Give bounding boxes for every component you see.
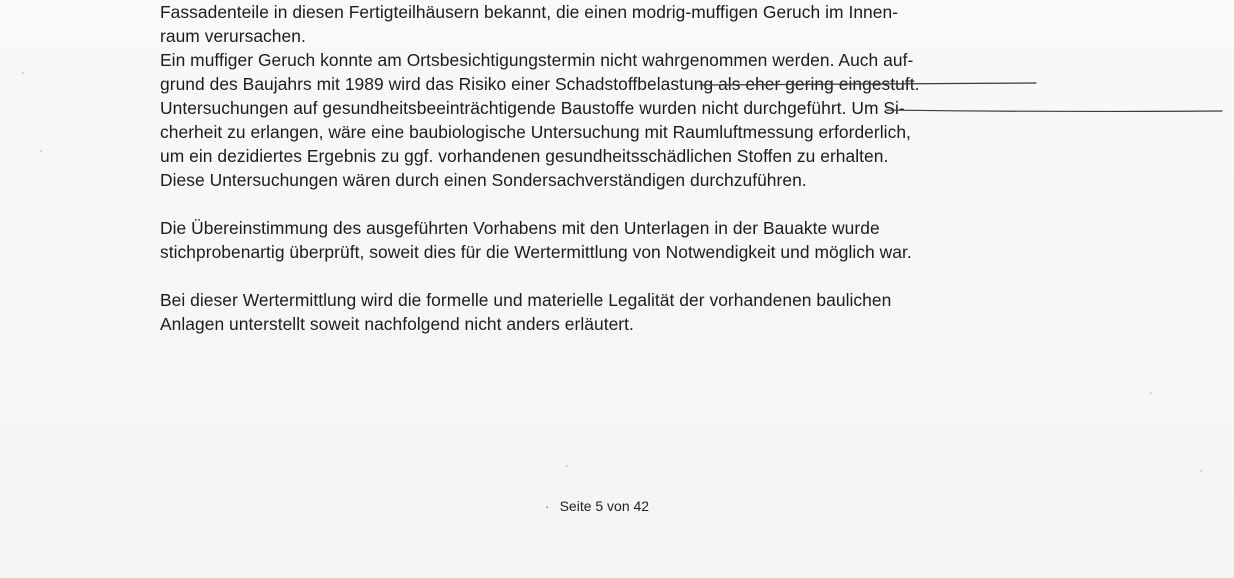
footer-dot-icon: · bbox=[544, 498, 550, 514]
scan-speck bbox=[566, 465, 568, 467]
text-line: Anlagen unterstellt soweit nachfolgend nicht anders erläutert. bbox=[160, 314, 634, 334]
scan-speck bbox=[1150, 392, 1152, 394]
body-text bbox=[160, 0, 1160, 336]
text-line: Die Übereinstimmung des ausgeführten Vorhabens mit den Unterlagen in der Bauakte wurde bbox=[160, 218, 880, 238]
paragraph-gap bbox=[160, 264, 1160, 288]
text-line: Diese Untersuchungen wären durch einen Sondersachverständigen durchzuführen. bbox=[160, 170, 807, 190]
text-line: grund des Baujahrs mit 1989 wird das Risiko einer Schadstoffbelastung als eher gering eingestuft. bbox=[160, 74, 920, 94]
scan-speck bbox=[1200, 470, 1202, 472]
text-line: Untersuchungen auf gesundheitsbeeinträchtigende Baustoffe wurden nicht durchgeführt. Um Si- bbox=[160, 98, 905, 118]
text-line: Fassadenteile in diesen Fertigteilhäusern bekannt, die einen modrig-muffigen Geruch im Innen- bbox=[160, 2, 899, 22]
page-number bbox=[545, 498, 649, 514]
text-line: cherheit zu erlangen, wäre eine baubiologische Untersuchung mit Raumluftmessung erforderlich, bbox=[160, 122, 911, 142]
text-line: Ein muffiger Geruch konnte am Ortsbesichtigungstermin nicht wahrgenommen werden. Auch auf- bbox=[160, 50, 914, 70]
scan-speck bbox=[22, 72, 24, 74]
text-line: Bei dieser Wertermittlung wird die formelle und materielle Legalität der vorhandenen baulichen bbox=[160, 290, 892, 310]
paragraph-gap bbox=[160, 192, 1160, 216]
text-line: um ein dezidiertes Ergebnis zu ggf. vorhandenen gesundheitsschädlichen Stoffen zu erhalten. bbox=[160, 146, 889, 166]
text-line: stichprobenartig überprüft, soweit dies für die Wertermittlung von Notwendigkeit und möglich war. bbox=[160, 242, 912, 262]
page-number-label: Seite 5 von 42 bbox=[559, 498, 650, 514]
text-line: raum verursachen. bbox=[160, 26, 306, 46]
scan-speck bbox=[40, 150, 42, 152]
page-footer bbox=[0, 498, 1234, 514]
